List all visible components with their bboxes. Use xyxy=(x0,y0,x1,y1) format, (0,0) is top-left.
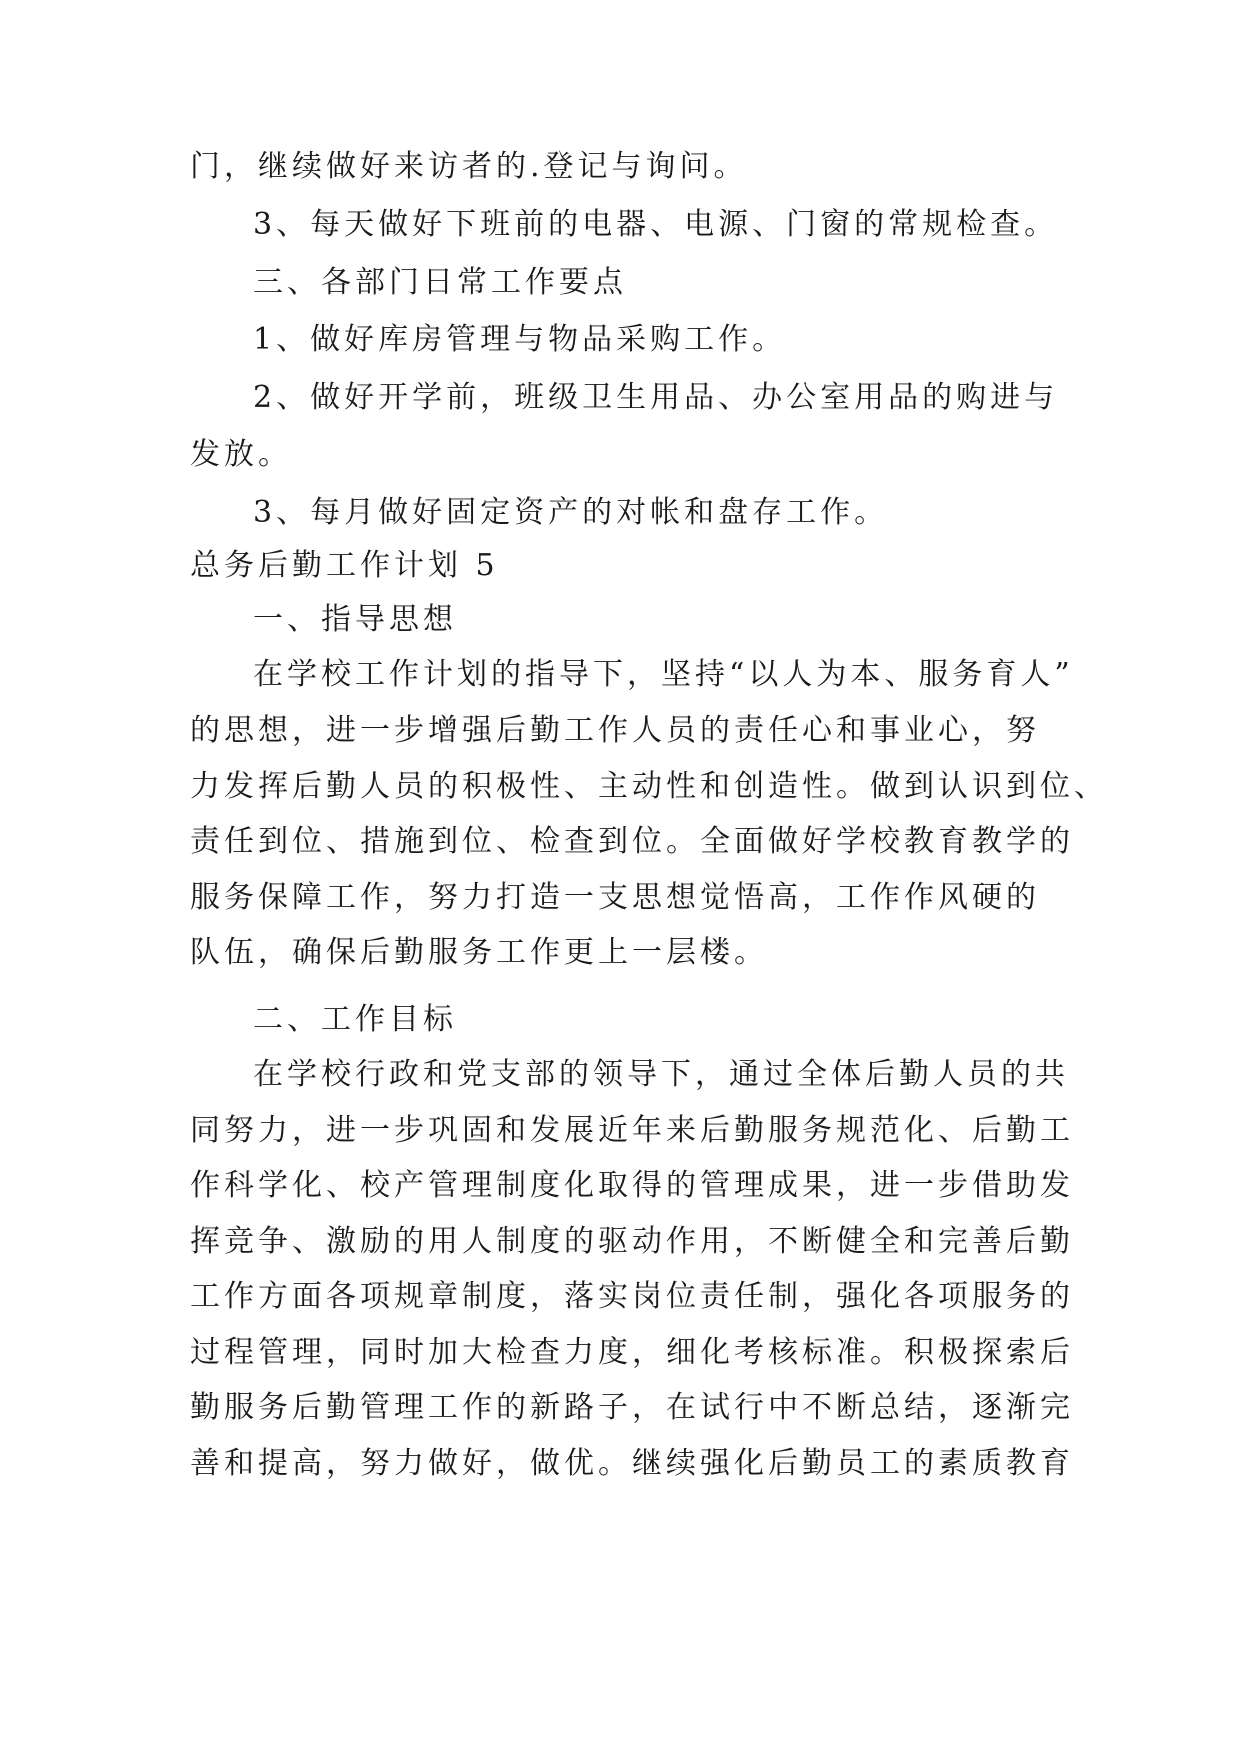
text-line: 工作方面各项规章制度，落实岗位责任制，强化各项服务的 xyxy=(190,1279,1074,1314)
text-line: 勤服务后勤管理工作的新路子，在试行中不断总结，逐渐完 xyxy=(190,1390,1074,1425)
text-line: 发放。 xyxy=(190,437,292,472)
text-line: 3、每天做好下班前的电器、电源、门窗的常规检查。 xyxy=(253,207,1059,242)
section-heading: 二、工作目标 xyxy=(253,1002,457,1037)
section-heading: 一、指导思想 xyxy=(253,602,457,637)
text-line: 同努力，进一步巩固和发展近年来后勤服务规范化、后勤工 xyxy=(190,1113,1074,1148)
text-line: 在学校行政和党支部的领导下，通过全体后勤人员的共 xyxy=(253,1057,1069,1092)
text-line: 服务保障工作，努力打造一支思想觉悟高，工作作风硬的 xyxy=(190,880,1040,915)
text-line: 3、每月做好固定资产的对帐和盘存工作。 xyxy=(253,495,889,530)
document-title: 总务后勤工作计划 5 xyxy=(190,548,499,583)
text-line: 过程管理，同时加大检查力度，细化考核标准。积极探索后 xyxy=(190,1335,1074,1370)
text-line: 善和提高，努力做好，做优。继续强化后勤员工的素质教育 xyxy=(190,1446,1074,1481)
section-heading: 三、各部门日常工作要点 xyxy=(253,265,627,300)
text-line: 2、做好开学前，班级卫生用品、办公室用品的购进与 xyxy=(253,380,1059,415)
text-line: 挥竞争、激励的用人制度的驱动作用，不断健全和完善后勤 xyxy=(190,1224,1074,1259)
text-line: 力发挥后勤人员的积极性、主动性和创造性。做到认识到位、 xyxy=(190,769,1108,804)
text-line: 在学校工作计划的指导下，坚持“以人为本、服务育人” xyxy=(253,657,1074,692)
text-line: 队伍，确保后勤服务工作更上一层楼。 xyxy=(190,935,768,970)
text-line: 责任到位、措施到位、检查到位。全面做好学校教育教学的 xyxy=(190,824,1074,859)
text-line: 的思想，进一步增强后勤工作人员的责任心和事业心，努 xyxy=(190,713,1040,748)
text-line: 门，继续做好来访者的.登记与询问。 xyxy=(190,149,748,184)
text-line: 作科学化、校产管理制度化取得的管理成果，进一步借助发 xyxy=(190,1168,1074,1203)
text-line: 1、做好库房管理与物品采购工作。 xyxy=(253,322,787,357)
